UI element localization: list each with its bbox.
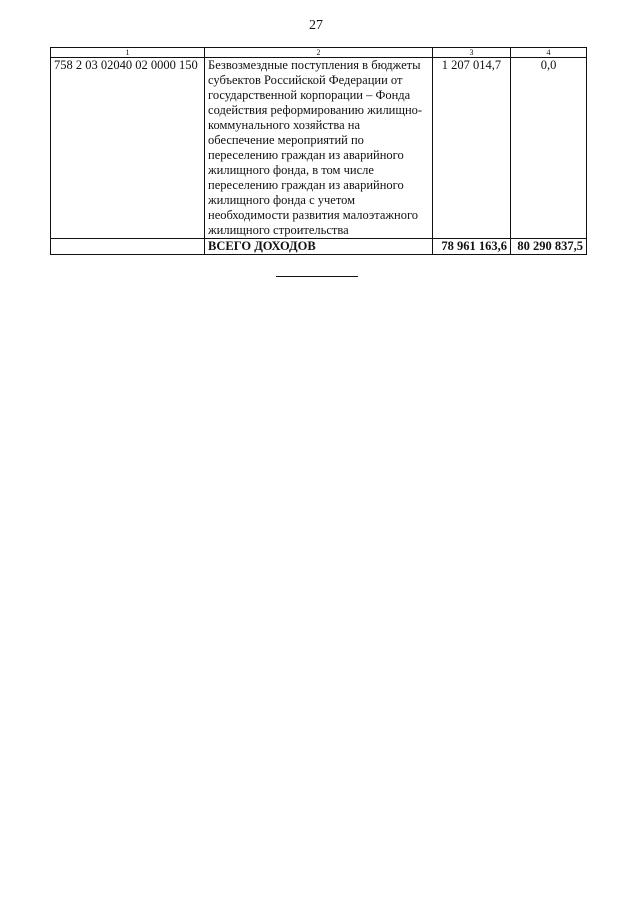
value-year2-cell: 0,0 bbox=[511, 58, 587, 239]
total-label-cell: ВСЕГО ДОХОДОВ bbox=[205, 239, 433, 255]
revenue-name-text: Безвозмездные поступления в бюджеты субъектов Российской Федерации от государственной корпорации – Фонда содействия реформированию жилищно-коммунального хозяйства на обеспечение мероприятий по переселению граждан из аварийного жилищного фонда, в том числе переселению граждан из аварийного жилищного фонда с учетом необходимости развития малоэтажного жилищного строительства bbox=[208, 58, 423, 237]
value-year1-cell: 1 207 014,7 bbox=[432, 58, 510, 239]
table-header-row bbox=[51, 48, 587, 58]
column-number-3: 3 bbox=[432, 48, 510, 58]
page-number: 27 bbox=[309, 18, 323, 33]
total-row bbox=[51, 239, 587, 255]
column-number-1: 1 bbox=[51, 48, 205, 58]
column-number-2: 2 bbox=[205, 48, 433, 58]
end-of-document-rule bbox=[276, 276, 358, 277]
revenue-table bbox=[50, 47, 587, 255]
total-value-year2-cell: 80 290 837,5 bbox=[511, 239, 587, 255]
table-row bbox=[51, 58, 587, 239]
total-value-year1-cell: 78 961 163,6 bbox=[432, 239, 510, 255]
budget-code-cell: 758 2 03 02040 02 0000 150 bbox=[51, 58, 205, 239]
revenue-name-cell bbox=[205, 58, 433, 239]
column-number-4: 4 bbox=[511, 48, 587, 58]
total-code-cell bbox=[51, 239, 205, 255]
